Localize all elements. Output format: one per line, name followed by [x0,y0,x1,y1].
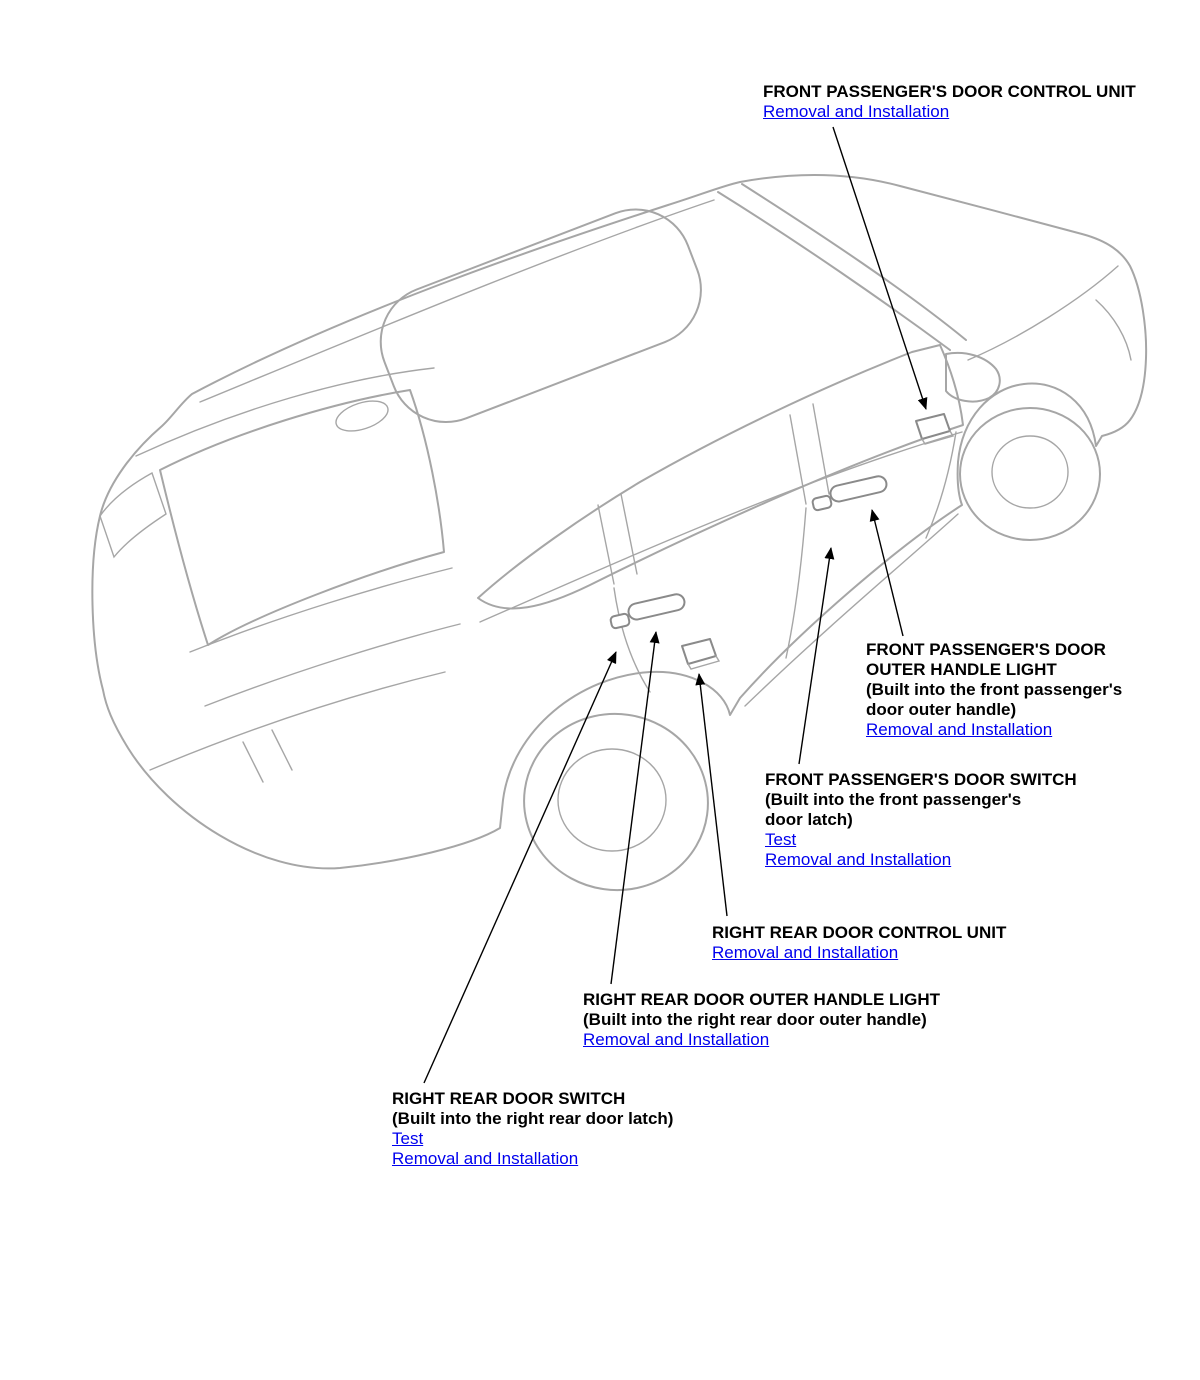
rear-spoiler-line [136,368,434,456]
a-pillar-line-1 [718,192,950,350]
hood-line [968,266,1118,360]
callout-front-passenger-door-outer-handle-light [866,640,1122,740]
front-door-control-unit-shape [916,414,950,439]
callout-note-line1: (Built into the right rear door latch) [392,1109,674,1128]
callout-title: FRONT PASSENGER'S DOOR CONTROL UNIT [763,82,1136,101]
leader-rear-door-outer-handle-light [611,632,656,984]
taillight [100,473,166,557]
link-removal-installation-front-door-switch[interactable]: Removal and Installation [765,850,952,869]
callout-title: RIGHT REAR DOOR SWITCH [392,1089,626,1108]
callout-title: RIGHT REAR DOOR OUTER HANDLE LIGHT [583,990,940,1009]
antenna-fin [332,395,391,436]
callout-title: RIGHT REAR DOOR CONTROL UNIT [712,923,1007,942]
rear-door-outer-handle [627,593,686,621]
link-removal-installation-rear-door-control-unit[interactable]: Removal and Installation [712,943,899,962]
callout-note-line1: (Built into the right rear door outer handle) [583,1010,927,1029]
rear-tire [513,702,720,902]
c-pillar-line-2 [621,494,637,574]
callout-right-rear-door-switch [392,1089,673,1169]
front-bumper-crease [1096,300,1131,360]
callout-note-line2: door outer handle) [866,700,1017,719]
callout-front-passenger-door-control-unit [763,82,1136,122]
rear-door-control-unit-shape [682,639,716,664]
callout-note-line2: door latch) [765,810,853,829]
leader-front-door-control-unit [833,127,926,409]
link-removal-installation-rear-door-switch[interactable]: Removal and Installation [392,1149,579,1168]
side-mirror [946,353,1000,402]
callout-title: FRONT PASSENGER'S DOOR SWITCH [765,770,1077,789]
callout-note-line1: (Built into the front passenger's [866,680,1123,699]
callout-title-line2: OUTER HANDLE LIGHT [866,660,1057,679]
sunroof [364,193,717,438]
link-test-front-door-switch[interactable]: Test [765,830,797,849]
link-removal-installation-rear-door-outer-handle-light[interactable]: Removal and Installation [583,1030,770,1049]
link-removal-installation-front-door-outer-handle-light[interactable]: Removal and Installation [866,720,1053,739]
callout-note-line1: (Built into the front passenger's [765,790,1022,809]
leader-rear-door-control-unit [699,674,727,916]
beltline [480,432,962,622]
tailgate-crease-1 [190,568,452,652]
callout-title-line1: FRONT PASSENGER'S DOOR [866,640,1106,659]
front-fender-seam [926,432,956,538]
callout-right-rear-door-outer-handle-light [583,990,940,1050]
a-pillar-line-2 [742,184,966,340]
bumper-detail-1 [243,742,263,782]
front-door-outer-handle [829,475,888,503]
front-door-handle-base [812,495,832,511]
callout-front-passenger-door-switch [765,770,1077,870]
rear-rim [558,749,666,851]
front-tire [960,408,1100,540]
c-pillar-line-1 [598,505,614,584]
front-door-seam [786,508,806,658]
leader-front-door-switch [799,548,831,764]
tailgate-crease-2 [205,624,460,706]
bumper-detail-2 [272,730,292,770]
callout-right-rear-door-control-unit [712,923,1006,963]
bumper-crease [150,672,445,770]
link-test-rear-door-switch[interactable]: Test [392,1129,424,1148]
front-rim [992,436,1068,508]
vehicle-outline [92,175,1146,869]
roof-rail-line [200,200,714,402]
leader-front-door-outer-handle-light [872,510,903,636]
side-glass [478,345,963,608]
rear-door-handle-base [610,613,630,629]
link-removal-installation-front-door-control-unit[interactable]: Removal and Installation [763,102,950,121]
